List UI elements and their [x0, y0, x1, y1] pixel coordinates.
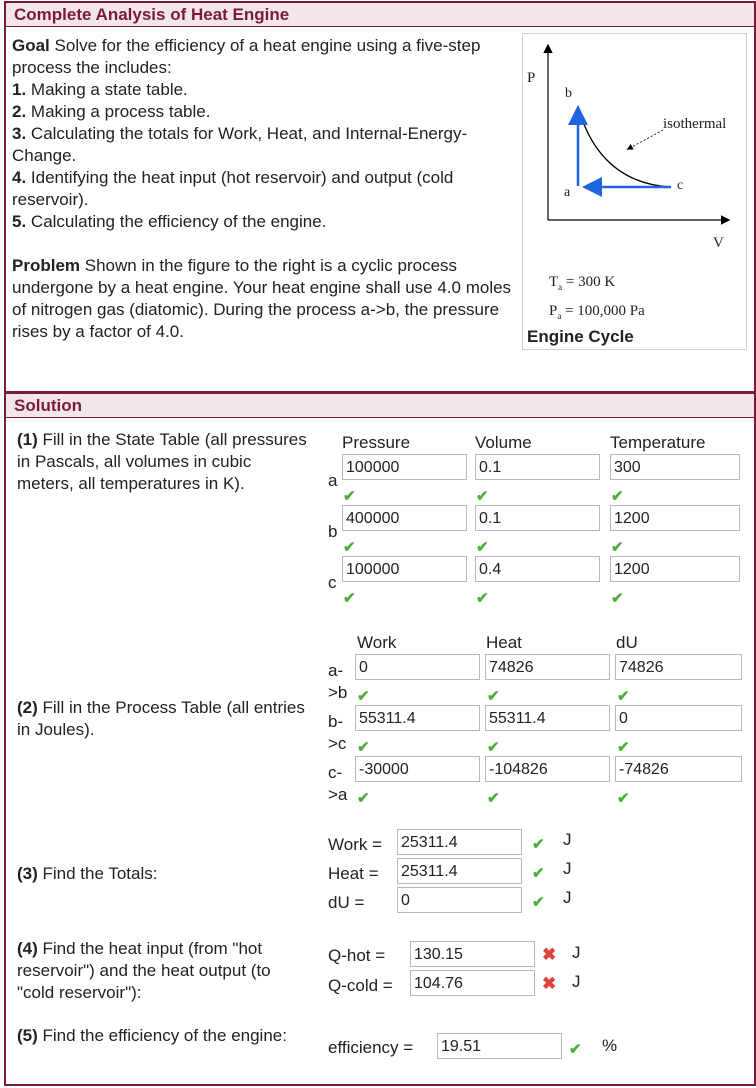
check-icon: ✔ [569, 1041, 582, 1058]
volume-a-input[interactable]: 0.1 [475, 454, 600, 480]
check-icon: ✔ [611, 488, 624, 505]
q-hot-label: Q-hot = [328, 946, 386, 965]
total-du-label: dU = [328, 893, 365, 912]
step-num: (5) [17, 1026, 38, 1045]
efficiency-unit: % [602, 1036, 618, 1055]
problem-section [12, 255, 517, 343]
work-bc-input[interactable]: 55311.4 [355, 705, 480, 731]
process-label: b- [328, 712, 344, 731]
problem-text: Shown in the figure to the right is a cyclic process undergone by a heat engine. Your heat engine shall use 4.0 moles of nitrogen gas (diatomic). During the process a->b, the pressure rises by a factor of 4.0. [12, 256, 512, 341]
total-work-unit: J [563, 830, 572, 849]
ta-value: = 300 K [562, 274, 616, 290]
check-icon: ✔ [343, 539, 356, 556]
ta-symbol: T [549, 274, 559, 290]
pa-value: = 100,000 Pa [561, 303, 645, 319]
solution-title: Solution [14, 396, 82, 415]
efficiency-label: efficiency = [328, 1038, 414, 1057]
q-hot-unit: J [572, 943, 581, 962]
step1-instructions [17, 429, 307, 495]
state-row-label: b [328, 522, 338, 541]
ta-subscript: a [558, 282, 563, 292]
step4-instructions [17, 938, 307, 1004]
total-work-label: Work = [328, 835, 383, 854]
check-icon: ✔ [532, 836, 545, 853]
goal-section [12, 35, 517, 233]
state-row-label: a [328, 471, 338, 490]
panel-title: Complete Analysis of Heat Engine [14, 5, 290, 24]
step-text: Identifying the heat input (hot reservoir) and output (cold reservoir). [12, 168, 454, 209]
check-icon: ✔ [476, 590, 489, 607]
step-num: 1. [12, 80, 27, 99]
solution-header [6, 394, 754, 418]
pa-subscript: a [557, 311, 562, 321]
check-icon: ✔ [617, 790, 630, 807]
temperature-b-input[interactable]: 1200 [610, 505, 740, 531]
check-icon: ✔ [487, 688, 500, 705]
process-header-heat: Heat [486, 633, 522, 652]
q-cold-label: Q-cold = [328, 976, 393, 995]
q-cold-input[interactable]: 104.76 [410, 970, 535, 996]
temperature-a-input[interactable]: 300 [610, 454, 740, 480]
figure-box [522, 33, 747, 350]
step-num: 5. [12, 212, 27, 231]
state-header-pressure: Pressure [342, 433, 411, 452]
step2-instructions [17, 697, 312, 741]
check-icon: ✔ [611, 539, 624, 556]
du-bc-input[interactable]: 0 [615, 705, 742, 731]
step-num: (2) [17, 698, 38, 717]
p-axis-label: P [527, 70, 536, 86]
isothermal-pointer [628, 130, 663, 149]
wrong-icon: ✖ [542, 945, 557, 964]
point-b-label: b [565, 86, 572, 101]
step-num: 2. [12, 102, 27, 121]
isothermal-label: isothermal [663, 116, 727, 132]
step-text: Calculating the totals for Work, Heat, and Internal-Energy-Change. [12, 124, 468, 165]
heat-bc-input[interactable]: 55311.4 [485, 705, 610, 731]
step3-instructions [17, 863, 307, 885]
check-icon: ✔ [357, 739, 370, 756]
process-header-du: dU [616, 633, 638, 652]
process-header-work: Work [357, 633, 397, 652]
state-row-label: c [328, 573, 337, 592]
check-icon: ✔ [357, 688, 370, 705]
check-icon: ✔ [476, 488, 489, 505]
check-icon: ✔ [343, 488, 356, 505]
step-text: Calculating the efficiency of the engine. [26, 212, 327, 231]
step-num: (4) [17, 939, 38, 958]
check-icon: ✔ [476, 539, 489, 556]
step5-instructions [17, 1025, 307, 1047]
work-ca-input[interactable]: -30000 [355, 756, 480, 782]
total-du-unit: J [563, 888, 572, 907]
du-ab-input[interactable]: 74826 [615, 654, 742, 680]
isothermal-curve [578, 106, 671, 187]
wrong-icon: ✖ [542, 974, 557, 993]
pa-label [549, 303, 645, 321]
problem-label: Problem [12, 256, 81, 275]
total-work-input[interactable]: 25311.4 [397, 829, 522, 855]
check-icon: ✔ [617, 739, 630, 756]
process-label: a- [328, 661, 344, 680]
total-heat-input[interactable]: 25311.4 [397, 858, 522, 884]
check-icon: ✔ [343, 590, 356, 607]
check-icon: ✔ [611, 590, 624, 607]
check-icon: ✔ [532, 865, 545, 882]
figure-caption: Engine Cycle [527, 327, 634, 346]
step-text: Fill in the State Table (all pressures in Pascals, all volumes in cubic meters, all temperatures in K). [17, 430, 307, 493]
step-num: (1) [17, 430, 38, 449]
check-icon: ✔ [487, 739, 500, 756]
check-icon: ✔ [357, 790, 370, 807]
temperature-c-input[interactable]: 1200 [610, 556, 740, 582]
point-a-label: a [564, 185, 571, 200]
du-ca-input[interactable]: -74826 [615, 756, 742, 782]
check-icon: ✔ [617, 688, 630, 705]
process-label: >b [328, 683, 348, 702]
step-text: Find the heat input (from "hot reservoir") and the heat output (to "cold reservoir"): [17, 939, 271, 1002]
goal-label: Goal [12, 36, 50, 55]
step-text: Making a state table. [26, 80, 188, 99]
work-ab-input[interactable]: 0 [355, 654, 480, 680]
step-text: Find the efficiency of the engine: [37, 1026, 287, 1045]
pressure-a-input[interactable]: 100000 [342, 454, 467, 480]
state-header-volume: Volume [475, 433, 532, 452]
volume-b-input[interactable]: 0.1 [475, 505, 600, 531]
efficiency-input[interactable]: 19.51 [437, 1033, 562, 1059]
process-label: c- [328, 763, 343, 782]
pv-diagram [523, 34, 748, 264]
heat-ab-input[interactable]: 74826 [485, 654, 610, 680]
step-num: (3) [17, 864, 38, 883]
heat-ca-input[interactable]: -104826 [485, 756, 610, 782]
pressure-c-input[interactable]: 100000 [342, 556, 467, 582]
check-icon: ✔ [487, 790, 500, 807]
process-label: >a [328, 785, 348, 804]
goal-text: Solve for the efficiency of a heat engine using a five-step process the includes: [12, 36, 481, 77]
step-num: 4. [12, 168, 27, 187]
q-cold-unit: J [572, 972, 581, 991]
step-text: Making a process table. [26, 102, 211, 121]
pa-symbol: P [549, 303, 558, 319]
step-num: 3. [12, 124, 27, 143]
volume-c-input[interactable]: 0.4 [475, 556, 600, 582]
point-c-label: c [677, 178, 684, 193]
check-icon: ✔ [532, 894, 545, 911]
step-text: Find the Totals: [37, 864, 158, 883]
step-text: Fill in the Process Table (all entries in Joules). [17, 698, 305, 739]
process-label: >c [328, 734, 347, 753]
q-hot-input[interactable]: 130.15 [410, 941, 535, 967]
v-axis-label: V [713, 235, 724, 251]
ta-label [549, 274, 615, 292]
state-header-temperature: Temperature [610, 433, 706, 452]
total-heat-unit: J [563, 859, 572, 878]
total-heat-label: Heat = [328, 864, 379, 883]
total-du-input[interactable]: 0 [397, 887, 522, 913]
pressure-b-input[interactable]: 400000 [342, 505, 467, 531]
panel-header [6, 3, 754, 27]
